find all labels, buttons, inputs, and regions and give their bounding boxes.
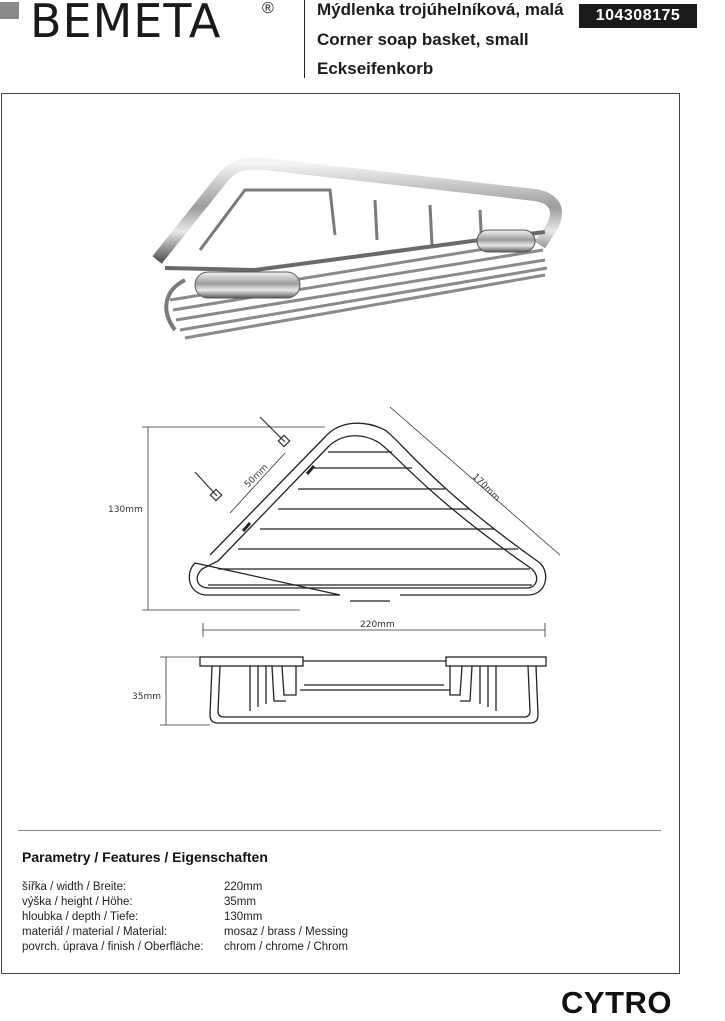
param-row-height xyxy=(22,896,622,911)
brand-logo: BEMETA xyxy=(30,0,222,48)
logo-mark xyxy=(0,2,19,19)
title-de: Eckseifenkorb xyxy=(317,59,434,78)
param-label: povrch. úprava / finish / Oberfläche: xyxy=(22,941,204,953)
param-row-finish xyxy=(22,941,622,956)
param-row-width xyxy=(22,881,622,896)
technical-drawing xyxy=(100,395,570,735)
product-photo xyxy=(145,150,565,345)
registered-mark: ® xyxy=(262,0,274,17)
title-cz: Mýdlenka trojúhelníková, malá xyxy=(317,0,564,19)
dim-width-label: 220mm xyxy=(360,620,395,630)
dim-side-label: 170mm xyxy=(469,472,502,504)
param-value: 130mm xyxy=(224,911,263,923)
param-value: mosaz / brass / Messing xyxy=(224,926,348,938)
param-row-depth xyxy=(22,911,622,926)
header-divider xyxy=(304,0,305,78)
dim-depth-label: 35mm xyxy=(132,692,161,702)
parameters-divider xyxy=(18,830,661,831)
param-value: 220mm xyxy=(224,881,263,893)
parameters-title: Parametry / Features / Eigenschaften xyxy=(22,849,268,865)
param-row-material xyxy=(22,926,622,941)
param-value: 35mm xyxy=(224,896,256,908)
product-code-badge: 104308175 xyxy=(579,4,697,28)
title-en: Corner soap basket, small xyxy=(317,30,529,49)
param-label: hloubka / depth / Tiefe: xyxy=(22,911,139,923)
param-value: chrom / chrome / Chrom xyxy=(224,941,348,953)
dim-height-label: 130mm xyxy=(108,505,143,515)
param-label: výška / height / Höhe: xyxy=(22,896,133,908)
series-name: CYTRO xyxy=(561,985,672,1020)
param-label: materiál / material / Material: xyxy=(22,926,168,938)
param-label: šířka / width / Breite: xyxy=(22,881,127,893)
dim-mount-label: 50mm xyxy=(243,462,271,491)
